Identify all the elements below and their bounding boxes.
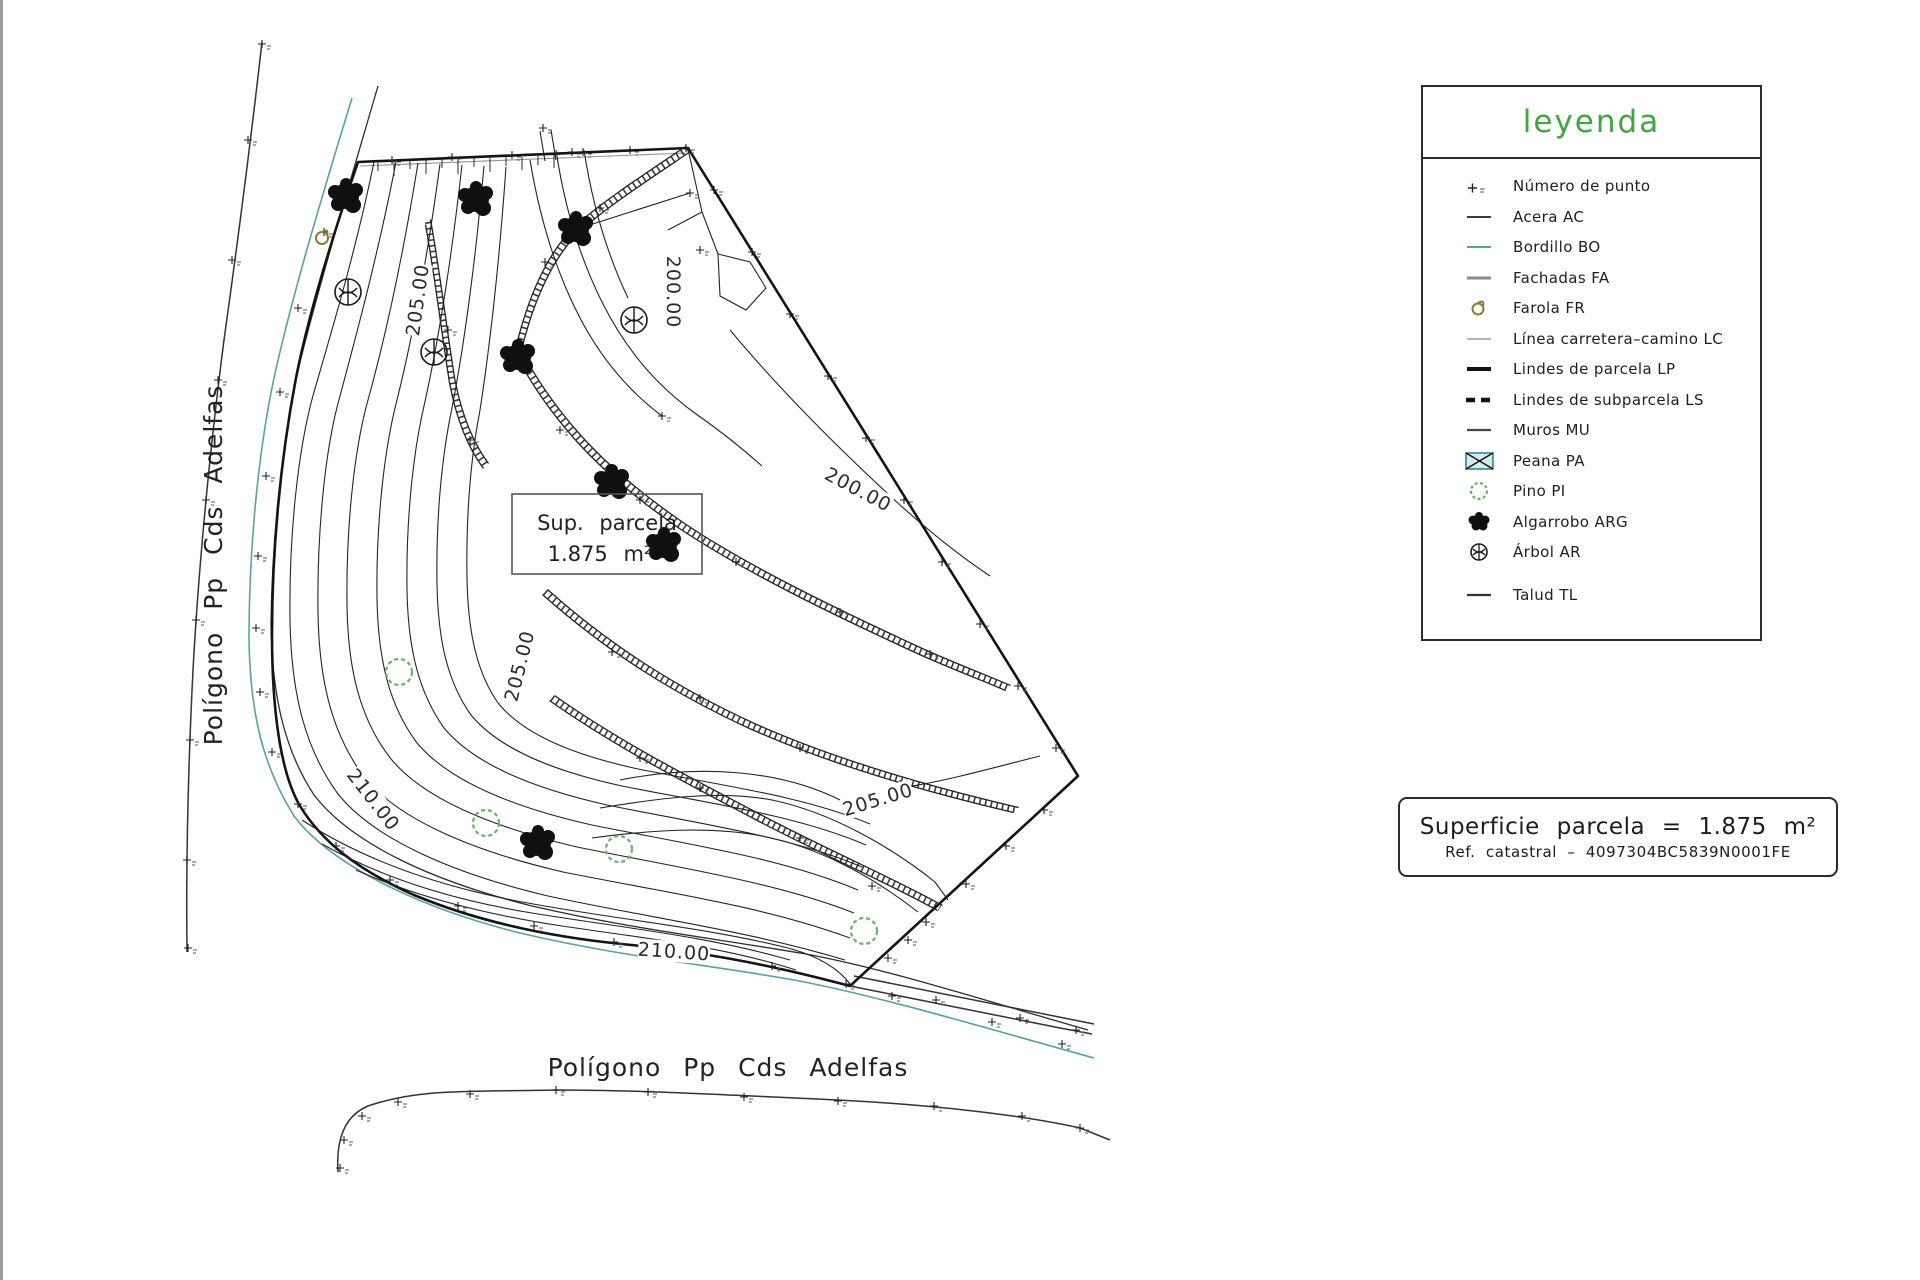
contour-label-205-right (840, 779, 916, 821)
legend-item-talud (1457, 584, 1752, 606)
svg-text:205.00: 205.00 (402, 262, 434, 338)
point-number-icon (1457, 175, 1503, 197)
legend-label: Farola FR (1513, 299, 1586, 317)
legend-label: Acera AC (1513, 207, 1585, 226)
farola-icon (1457, 297, 1503, 319)
legend-item-arbol (1457, 541, 1752, 563)
legend-item-acera (1457, 206, 1752, 228)
legend-label: Algarrobo ARG (1513, 512, 1629, 531)
legend-item-muros (1457, 419, 1752, 441)
lindes-subparcela-line-icon (1457, 389, 1503, 411)
legend-item-fachadas (1457, 267, 1752, 289)
svg-text:200.00: 200.00 (662, 255, 684, 329)
farola-symbol (316, 231, 328, 244)
legend-item-numero-de-punto (1457, 175, 1752, 197)
contour-label-200-topmiddle (662, 256, 684, 328)
parcel-area-label (512, 494, 702, 574)
legend-item-linea-carretera (1457, 328, 1752, 350)
muros-line-icon (1457, 419, 1503, 441)
legend-items (1423, 159, 1760, 606)
svg-text:210.00: 210.00 (637, 938, 711, 966)
superficie-parcela-text: Superficie parcela = 1.875 m² (1419, 813, 1817, 840)
pino-tree (386, 659, 877, 944)
legend-item-lindes-parcela (1457, 358, 1752, 380)
street-label-bottom: Polígono Pp Cds Adelfas (547, 1053, 909, 1082)
street-label-left: Polígono Pp Cds Adelfas (199, 384, 228, 746)
bordillo-line-icon (1457, 236, 1503, 258)
svg-text:210.00: 210.00 (342, 764, 404, 836)
bordillo-line (249, 98, 1094, 1058)
parcel-info-box (1398, 797, 1838, 877)
legend-label: Muros MU (1513, 421, 1591, 439)
legend-item-bordillo (1457, 236, 1752, 258)
lindes-parcela-line-icon (1457, 358, 1503, 380)
legend-item-peana (1457, 450, 1752, 472)
fachadas-line-icon (1457, 267, 1503, 289)
svg-text:205.00: 205.00 (500, 628, 540, 704)
legend-label: Lindes de subparcela LS (1513, 390, 1704, 409)
road-lines (187, 42, 1110, 1172)
legend-label: Árbol AR (1513, 543, 1581, 561)
legend-label: Fachadas FA (1513, 268, 1610, 287)
carretera-line-icon (1457, 328, 1503, 350)
pino-icon (1457, 480, 1503, 502)
parcel-area-line2: 1.875 m² (547, 542, 653, 566)
legend-label: Peana PA (1513, 451, 1585, 470)
legend-item-pino (1457, 480, 1752, 502)
legend-label: Bordillo BO (1513, 238, 1601, 256)
arbol-icon (1457, 541, 1503, 563)
svg-text:205.00: 205.00 (840, 778, 916, 822)
legend-item-algarrobo (1457, 511, 1752, 533)
contour-label-205-midleft (501, 628, 540, 704)
legend-label: Lindes de parcela LP (1513, 360, 1676, 378)
legend-title: leyenda (1423, 87, 1760, 159)
contour-label-205-topleft (402, 263, 434, 338)
parcel-area-line1: Sup. parcela (537, 511, 677, 535)
contour-label-210-bottomleft (342, 765, 404, 836)
legend-label: Número de punto (1513, 177, 1651, 195)
legend-panel (1421, 85, 1762, 641)
legend-label: Línea carretera–camino LC (1513, 329, 1724, 348)
algarrobo-icon (1457, 511, 1503, 533)
legend-label: Talud TL (1513, 585, 1578, 604)
legend-item-farola (1457, 297, 1752, 319)
ref-catastral-text: Ref. catastral – 4097304BC5839N0001FE (1445, 842, 1791, 861)
svg-text:200.00: 200.00 (820, 463, 896, 517)
acera-line-icon (1457, 206, 1503, 228)
legend-label: Pino PI (1513, 482, 1566, 500)
legend-item-lindes-subparcela (1457, 389, 1752, 411)
talud-line-icon (1457, 584, 1503, 606)
peana-icon (1457, 450, 1503, 472)
contour-label-210-bottom (637, 938, 711, 965)
